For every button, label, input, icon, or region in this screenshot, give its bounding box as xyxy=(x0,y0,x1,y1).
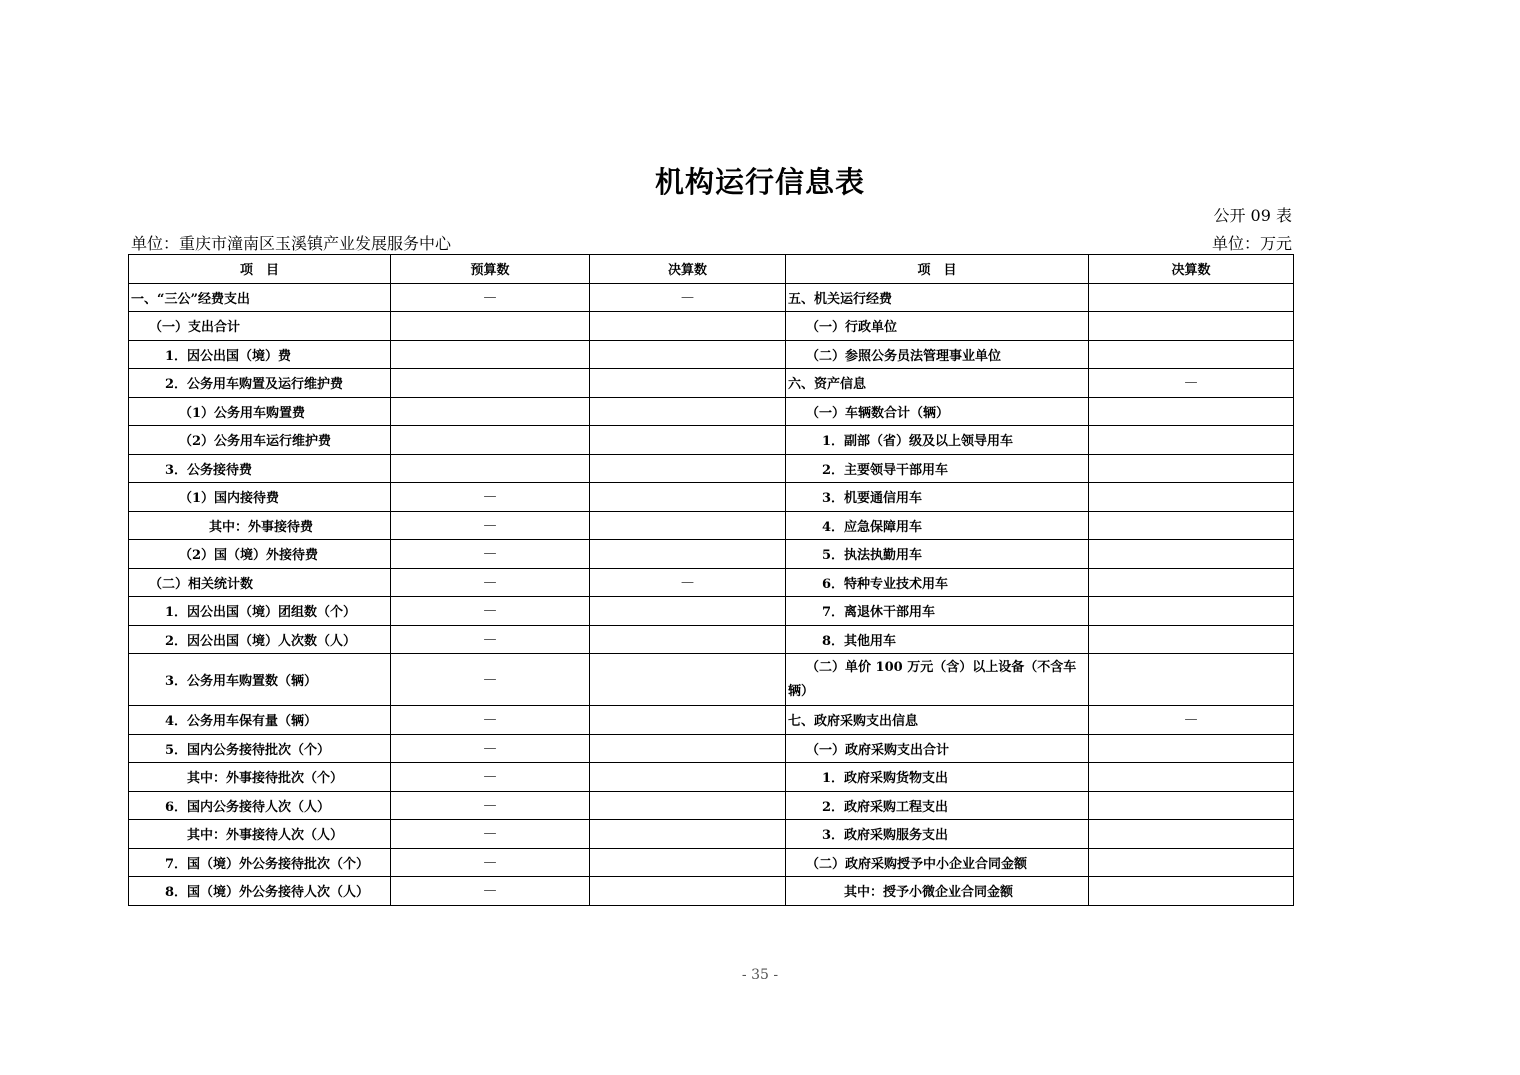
row-final-right: — xyxy=(1089,369,1294,398)
row-budget xyxy=(391,426,590,455)
row-item-left: 2．公务用车购置及运行维护费 xyxy=(129,369,391,398)
row-final-right xyxy=(1089,734,1294,763)
row-item-left: 一、“三公”经费支出 xyxy=(129,283,391,312)
row-final-left xyxy=(590,540,786,569)
row-item-right: （一）政府采购支出合计 xyxy=(786,734,1089,763)
table-row xyxy=(129,568,1294,597)
row-final-right: — xyxy=(1089,706,1294,735)
reporting-unit: 单位：重庆市潼南区玉溪镇产业发展服务中心 xyxy=(131,234,452,253)
row-item-right: 2．政府采购工程支出 xyxy=(786,791,1089,820)
row-budget: — xyxy=(391,483,590,512)
table-row xyxy=(129,426,1294,455)
row-item-right: 1．政府采购货物支出 xyxy=(786,763,1089,792)
header-final-right: 决算数 xyxy=(1089,255,1294,284)
row-final-right xyxy=(1089,312,1294,341)
row-budget: — xyxy=(391,848,590,877)
row-final-right xyxy=(1089,283,1294,312)
row-item-left: 3．公务用车购置数（辆） xyxy=(129,654,391,706)
header-budget: 预算数 xyxy=(391,255,590,284)
header-item-right: 项 目 xyxy=(786,255,1089,284)
row-final-left xyxy=(590,791,786,820)
row-item-right: （一）车辆数合计（辆） xyxy=(786,397,1089,426)
table-row xyxy=(129,706,1294,735)
row-final-left xyxy=(590,454,786,483)
row-budget: — xyxy=(391,654,590,706)
table-row xyxy=(129,369,1294,398)
row-item-right: 3．机要通信用车 xyxy=(786,483,1089,512)
row-final-right xyxy=(1089,397,1294,426)
row-final-left xyxy=(590,625,786,654)
row-budget: — xyxy=(391,568,590,597)
row-budget: — xyxy=(391,511,590,540)
row-item-right: （二）单价 100 万元（含）以上设备（不含车辆） xyxy=(786,654,1089,706)
table-row xyxy=(129,877,1294,906)
row-budget: — xyxy=(391,791,590,820)
row-final-right xyxy=(1089,568,1294,597)
row-final-left xyxy=(590,654,786,706)
row-final-left xyxy=(590,312,786,341)
row-final-left xyxy=(590,763,786,792)
table-row xyxy=(129,312,1294,341)
row-item-left: （1）国内接待费 xyxy=(129,483,391,512)
row-item-left: 5．国内公务接待批次（个） xyxy=(129,734,391,763)
row-final-right xyxy=(1089,654,1294,706)
row-final-left: — xyxy=(590,283,786,312)
row-item-left: （二）相关统计数 xyxy=(129,568,391,597)
row-item-left: 2．因公出国（境）人次数（人） xyxy=(129,625,391,654)
currency-unit: 单位：万元 xyxy=(1211,234,1292,253)
row-final-right xyxy=(1089,454,1294,483)
table-row xyxy=(129,597,1294,626)
row-final-left xyxy=(590,340,786,369)
row-item-left: （一）支出合计 xyxy=(129,312,391,341)
table-row xyxy=(129,848,1294,877)
page-title: 机构运行信息表 xyxy=(654,165,865,199)
row-item-right: 8．其他用车 xyxy=(786,625,1089,654)
row-budget: — xyxy=(391,625,590,654)
row-item-left: （1）公务用车购置费 xyxy=(129,397,391,426)
header-final-left: 决算数 xyxy=(590,255,786,284)
row-item-right: 七、政府采购支出信息 xyxy=(786,706,1089,735)
row-final-left xyxy=(590,820,786,849)
row-final-right xyxy=(1089,625,1294,654)
row-item-right: 五、机关运行经费 xyxy=(786,283,1089,312)
row-item-left: 3．公务接待费 xyxy=(129,454,391,483)
page-number: - 35 - xyxy=(741,967,779,983)
row-item-left: 6．国内公务接待人次（人） xyxy=(129,791,391,820)
row-final-left xyxy=(590,877,786,906)
row-item-right: 3．政府采购服务支出 xyxy=(786,820,1089,849)
row-final-left xyxy=(590,511,786,540)
table-row xyxy=(129,763,1294,792)
form-number: 公开 09 表 xyxy=(1213,206,1292,225)
row-final-left xyxy=(590,706,786,735)
table-row xyxy=(129,820,1294,849)
row-budget: — xyxy=(391,820,590,849)
table-row xyxy=(129,625,1294,654)
row-item-left: 其中：外事接待费 xyxy=(129,511,391,540)
row-final-right xyxy=(1089,426,1294,455)
row-item-right: （一）行政单位 xyxy=(786,312,1089,341)
row-final-left xyxy=(590,397,786,426)
row-item-left: 其中：外事接待批次（个） xyxy=(129,763,391,792)
table-header-row xyxy=(129,255,1294,284)
row-budget xyxy=(391,340,590,369)
row-item-left: 1．因公出国（境）费 xyxy=(129,340,391,369)
row-budget: — xyxy=(391,597,590,626)
table-row xyxy=(129,283,1294,312)
row-final-left: — xyxy=(590,568,786,597)
table-row xyxy=(129,654,1294,706)
row-item-right: （二）参照公务员法管理事业单位 xyxy=(786,340,1089,369)
row-item-left: （2）国（境）外接待费 xyxy=(129,540,391,569)
row-budget xyxy=(391,312,590,341)
row-final-right xyxy=(1089,340,1294,369)
row-final-right xyxy=(1089,791,1294,820)
row-budget: — xyxy=(391,734,590,763)
operation-info-table xyxy=(128,254,1294,906)
row-item-left: 其中：外事接待人次（人） xyxy=(129,820,391,849)
row-item-left: 8．国（境）外公务接待人次（人） xyxy=(129,877,391,906)
row-final-right xyxy=(1089,597,1294,626)
table-row xyxy=(129,791,1294,820)
row-budget: — xyxy=(391,540,590,569)
row-item-right: 5．执法执勤用车 xyxy=(786,540,1089,569)
row-budget: — xyxy=(391,283,590,312)
row-final-left xyxy=(590,734,786,763)
row-item-right: 六、资产信息 xyxy=(786,369,1089,398)
row-final-left xyxy=(590,848,786,877)
row-item-left: 4．公务用车保有量（辆） xyxy=(129,706,391,735)
row-item-right: 4．应急保障用车 xyxy=(786,511,1089,540)
table-row xyxy=(129,483,1294,512)
row-final-left xyxy=(590,426,786,455)
row-budget: — xyxy=(391,877,590,906)
table-row xyxy=(129,397,1294,426)
header-item-left: 项 目 xyxy=(129,255,391,284)
table-row xyxy=(129,454,1294,483)
row-budget xyxy=(391,397,590,426)
row-budget: — xyxy=(391,706,590,735)
row-final-right xyxy=(1089,540,1294,569)
row-item-right: 其中：授予小微企业合同金额 xyxy=(786,877,1089,906)
row-final-right xyxy=(1089,483,1294,512)
table-row xyxy=(129,734,1294,763)
row-final-left xyxy=(590,483,786,512)
row-budget xyxy=(391,369,590,398)
row-item-right: 2．主要领导干部用车 xyxy=(786,454,1089,483)
row-item-left: 7．国（境）外公务接待批次（个） xyxy=(129,848,391,877)
row-budget: — xyxy=(391,763,590,792)
row-final-left xyxy=(590,369,786,398)
table-row xyxy=(129,540,1294,569)
row-final-right xyxy=(1089,820,1294,849)
row-item-right: 1．副部（省）级及以上领导用车 xyxy=(786,426,1089,455)
table-row xyxy=(129,340,1294,369)
row-item-left: 1．因公出国（境）团组数（个） xyxy=(129,597,391,626)
table-row xyxy=(129,511,1294,540)
row-item-right: （二）政府采购授予中小企业合同金额 xyxy=(786,848,1089,877)
row-final-right xyxy=(1089,763,1294,792)
row-budget xyxy=(391,454,590,483)
row-item-left: （2）公务用车运行维护费 xyxy=(129,426,391,455)
row-final-left xyxy=(590,597,786,626)
row-final-right xyxy=(1089,877,1294,906)
row-item-right: 6．特种专业技术用车 xyxy=(786,568,1089,597)
row-final-right xyxy=(1089,511,1294,540)
row-final-right xyxy=(1089,848,1294,877)
row-item-right: 7．离退休干部用车 xyxy=(786,597,1089,626)
